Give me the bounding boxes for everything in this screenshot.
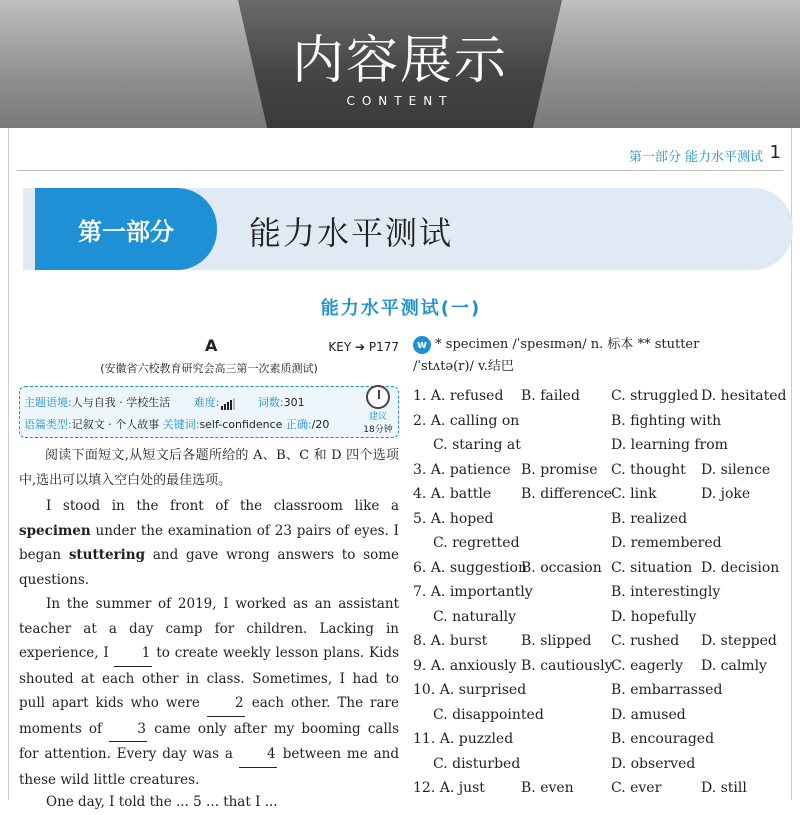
test-title: 能力水平测试(一): [320, 298, 482, 319]
option-item: D. stepped: [701, 633, 777, 649]
theme-value: 人与自我 · 学校生活: [71, 396, 171, 409]
option-item: B. embarrassed: [611, 682, 723, 698]
instructions: 阅读下面短文,从短文后各题所给的 A、B、C 和 D 四个选项中,选出可以填入空白处的最佳选项。: [19, 448, 399, 488]
option-item: C. regretted: [433, 535, 520, 551]
option-row: [413, 707, 783, 731]
option-item: B. promise: [521, 461, 598, 478]
vocab-line-2: /ˈstʌtə(r)/ v.结巴: [413, 359, 514, 374]
section-title: 能力水平测试: [249, 214, 454, 252]
option-item: 1. A. refused: [413, 388, 504, 404]
option-item: C. disappointed: [433, 706, 544, 723]
option-item: 11. A. puzzled: [413, 731, 514, 747]
option-item: D. amused: [611, 706, 686, 723]
option-item: D. hopefully: [611, 608, 697, 625]
option-item: 7. A. importantly: [413, 584, 533, 600]
info-row-2: [24, 416, 329, 432]
option-item: B. occasion: [521, 559, 602, 576]
option-item: C. staring at: [433, 437, 521, 453]
option-item: C. struggled: [611, 388, 699, 404]
option-item: 8. A. burst: [413, 633, 488, 649]
word-note-icon: w: [413, 336, 431, 354]
option-item: 6. A. suggestion: [413, 559, 527, 576]
option-item: 3. A. patience: [413, 461, 511, 478]
option-row: [413, 486, 783, 510]
option-item: 9. A. anxiously: [413, 657, 517, 674]
option-item: D. observed: [611, 755, 696, 772]
time-bottom: 18分钟: [363, 425, 393, 435]
paragraph-3-partial: One day, I told the ... 5 ... that I ...: [46, 794, 278, 810]
page-number: 1: [769, 142, 781, 163]
book-page: [8, 128, 792, 810]
passage-source: (安徽省六校教育研究会高三第一次素质测试): [100, 362, 318, 375]
option-item: 2. A. calling on: [413, 412, 520, 429]
info-row-1: [24, 394, 305, 410]
option-item: C. rushed: [611, 633, 680, 649]
option-item: C. situation: [611, 559, 693, 576]
words-value: 301: [283, 396, 305, 409]
blank-4: 4: [239, 742, 277, 768]
option-item: 10. A. surprised: [413, 682, 527, 698]
banner-subtitle: CONTENT: [346, 94, 454, 108]
banner-title: 内容展示: [291, 31, 508, 91]
option-item: C. naturally: [433, 608, 517, 625]
option-item: D. hesitated: [701, 388, 787, 404]
vocab-line-1: * specimen /ˈspesɪmən/ n. 标本 ** stutter: [435, 337, 700, 352]
answer-key-ref: KEY ➔ P177: [328, 340, 399, 354]
genre-value: 记叙文 · 个人故事: [71, 418, 160, 431]
option-item: B. realized: [611, 510, 688, 527]
option-row: [413, 658, 783, 682]
accuracy-value: /20: [311, 418, 330, 431]
option-row: [413, 780, 783, 804]
option-row: [413, 388, 787, 412]
option-item: B. interestingly: [611, 584, 721, 600]
option-item: B. failed: [521, 388, 580, 404]
option-item: B. even: [521, 780, 574, 796]
option-item: D. joke: [701, 486, 751, 502]
top-banner: [0, 0, 800, 128]
blank-2: 2: [207, 691, 245, 717]
option-row: [413, 413, 783, 437]
option-row: [413, 535, 783, 559]
vocab-word-stuttering: stuttering: [68, 547, 146, 563]
option-item: B. difference: [521, 486, 612, 502]
suggested-time: [360, 385, 396, 439]
time-top: 建议: [368, 412, 387, 422]
option-item: D. learning from: [611, 437, 728, 453]
difficulty-label: 难度:: [193, 396, 220, 409]
option-item: D. remembered: [611, 535, 722, 551]
option-item: B. encouraged: [611, 731, 715, 747]
section-label: 第一部分: [35, 188, 217, 270]
blank-1: 1: [114, 641, 152, 667]
option-row: [413, 560, 783, 584]
running-head: 第一部分 能力水平测试: [628, 150, 763, 165]
vocab-note: [413, 334, 783, 378]
difficulty-bars-icon: [221, 397, 236, 410]
option-item: C. link: [611, 486, 657, 502]
option-row: [413, 756, 783, 780]
theme-label: 主题语境:: [24, 396, 72, 409]
option-item: C. ever: [611, 780, 662, 796]
option-item: B. cautiously: [521, 657, 613, 674]
blank-3: 3: [109, 717, 147, 743]
keyword-value: self-confidence: [199, 418, 283, 431]
option-row: [413, 633, 783, 657]
option-item: 4. A. battle: [413, 486, 492, 502]
option-item: D. decision: [701, 559, 780, 576]
accuracy-label: 正确:: [285, 418, 312, 431]
option-item: C. disturbed: [433, 755, 521, 772]
option-row: [413, 462, 783, 486]
clock-icon: [366, 385, 390, 409]
keyword-label: 关键词:: [162, 418, 200, 431]
option-row: [413, 437, 783, 461]
option-item: C. eagerly: [611, 657, 684, 674]
option-item: B. fighting with: [611, 412, 722, 429]
header-rule: [17, 170, 783, 171]
option-item: B. slipped: [521, 633, 592, 649]
option-item: D. still: [701, 780, 747, 796]
option-row: [413, 584, 783, 608]
passage-letter: A: [205, 336, 218, 355]
option-row: [413, 609, 783, 633]
option-row: [413, 682, 783, 706]
genre-label: 语篇类型:: [24, 418, 72, 431]
option-item: C. thought: [611, 461, 686, 478]
option-row: [413, 511, 783, 535]
option-item: D. calmly: [701, 657, 767, 674]
option-item: 5. A. hoped: [413, 510, 494, 527]
option-row: [413, 731, 783, 755]
words-label: 词数:: [257, 396, 284, 409]
paragraph-2: In the summer of 2019, I worked as an assistant teacher at a day camp for children. Lacking in experience, I 1 to create weekly lesson plans. Kids shouted at each other in class. Sometimes, I had to pull apart kids who were 2 each other. The rare moments of 3 came only after my booming calls for attention. Every day was a 4 between me and these wild little creatures.: [19, 596, 400, 788]
options-column: [413, 334, 787, 796]
option-item: 12. A. just: [413, 780, 485, 796]
option-item: D. silence: [701, 461, 771, 478]
vocab-word-specimen: specimen: [19, 522, 91, 539]
paragraph-1: I stood in the front of the classroom like a specimen under the examination of 23 pairs of eyes. I began stuttering and gave wrong answers to some questions.: [19, 498, 399, 588]
passage-info-box: [19, 386, 399, 438]
